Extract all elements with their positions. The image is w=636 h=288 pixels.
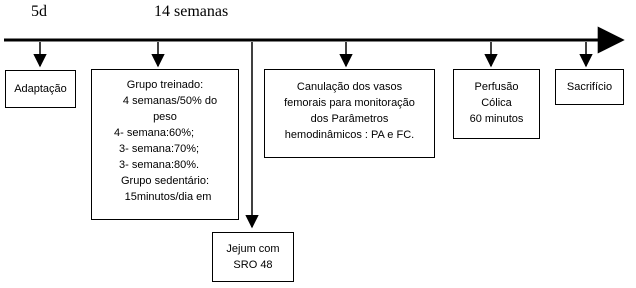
box-canulacao-line: Canulação dos vasos xyxy=(296,81,403,93)
box-grupo-line: 4 semanas/50% do xyxy=(122,95,218,107)
label-5d: 5d xyxy=(31,3,47,20)
box-perfusao xyxy=(453,69,540,139)
box-perfusao-line: Cólica xyxy=(481,97,512,109)
box-perfusao-line: Perfusão xyxy=(474,81,519,93)
box-canulacao-line: dos Parâmetros xyxy=(310,113,389,125)
box-grupo xyxy=(91,69,239,220)
box-perfusao-line: 60 minutos xyxy=(469,113,524,125)
box-sacrificio xyxy=(555,69,624,105)
box-grupo-line: Grupo treinado: xyxy=(126,79,204,91)
box-jejum xyxy=(212,232,294,282)
label-14-semanas: 14 semanas xyxy=(154,3,229,20)
box-adaptacao xyxy=(5,70,76,108)
box-canulacao-line: femorais para monitoração xyxy=(284,97,415,109)
box-grupo-line: 3- semana:80%. xyxy=(119,159,200,171)
box-grupo-line: 15minutos/dia em xyxy=(124,191,212,203)
box-adaptacao-line: Adaptação xyxy=(14,83,67,95)
box-grupo-line: 3- semana:70%; xyxy=(119,143,200,155)
box-jejum-line: Jejum com xyxy=(226,243,280,255)
box-sacrificio-line: Sacrifício xyxy=(566,81,613,93)
box-canulacao xyxy=(264,69,435,158)
box-grupo-line: peso xyxy=(153,111,177,123)
box-grupo-line: Grupo sedentário: xyxy=(120,175,210,187)
box-grupo-line: 4- semana:60%; xyxy=(114,127,195,139)
box-canulacao-line: hemodinâmicos : PA e FC. xyxy=(284,129,415,141)
box-jejum-line: SRO 48 xyxy=(233,259,273,271)
